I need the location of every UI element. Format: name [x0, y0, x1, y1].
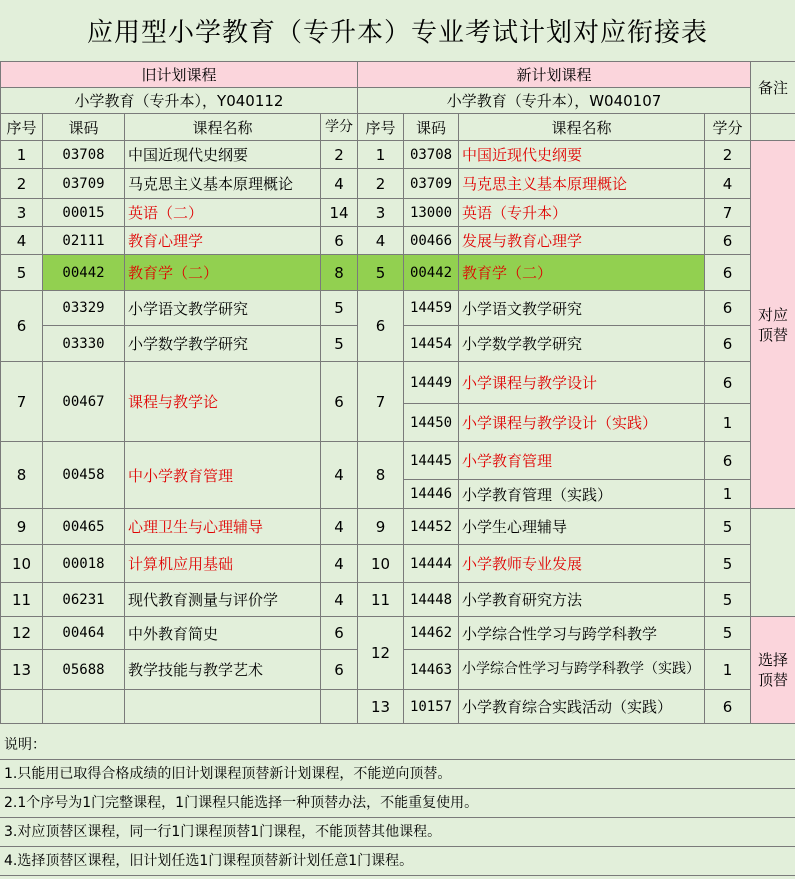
table-row — [1, 442, 795, 480]
table-row — [1, 227, 795, 255]
old-seq: 13 — [1, 650, 43, 690]
old-seq: 10 — [1, 545, 43, 583]
table-row — [1, 199, 795, 227]
new-credit: 6 — [705, 442, 751, 480]
old-seq: 3 — [1, 199, 43, 227]
note-item: 3.对应顶替区课程，同一行1门课程顶替1门课程，不能顶替其他课程。 — [0, 818, 795, 847]
new-name: 小学教育综合实践活动（实践） — [459, 690, 705, 724]
new-credit: 6 — [705, 291, 751, 326]
old-credit: 2 — [321, 141, 358, 169]
old-name: 课程与教学论 — [125, 362, 321, 442]
new-seq: 2 — [358, 169, 404, 199]
old-name: 教育学（二） — [125, 255, 321, 291]
new-seq: 7 — [358, 362, 404, 442]
old-code-empty — [43, 690, 125, 724]
new-seq: 10 — [358, 545, 404, 583]
old-name: 现代教育测量与评价学 — [125, 583, 321, 617]
new-name: 小学教育管理 — [459, 442, 705, 480]
note-item: 2.1个序号为1门完整课程，1门课程只能选择一种顶替办法，不能重复使用。 — [0, 789, 795, 818]
old-name: 中国近现代史纲要 — [125, 141, 321, 169]
old-code: 03330 — [43, 326, 125, 362]
old-major-label: 小学教育（专升本），Y040112 — [1, 88, 358, 114]
new-code: 13000 — [404, 199, 459, 227]
table-row — [1, 169, 795, 199]
old-name: 计算机应用基础 — [125, 545, 321, 583]
new-credit: 5 — [705, 545, 751, 583]
old-seq: 1 — [1, 141, 43, 169]
new-seq: 11 — [358, 583, 404, 617]
new-name: 中国近现代史纲要 — [459, 141, 705, 169]
table-row — [1, 617, 795, 650]
new-name: 发展与教育心理学 — [459, 227, 705, 255]
old-credit: 14 — [321, 199, 358, 227]
new-code: 14463 — [404, 650, 459, 690]
old-plan-header: 旧计划课程 — [1, 62, 358, 88]
old-code: 05688 — [43, 650, 125, 690]
old-name: 马克思主义基本原理概论 — [125, 169, 321, 199]
notes-heading: 说明： — [0, 731, 795, 760]
old-credit: 4 — [321, 169, 358, 199]
old-code: 00018 — [43, 545, 125, 583]
old-seq: 5 — [1, 255, 43, 291]
new-credit: 1 — [705, 404, 751, 442]
old-seq: 11 — [1, 583, 43, 617]
old-seq: 2 — [1, 169, 43, 199]
old-credit: 5 — [321, 291, 358, 326]
table-row — [1, 545, 795, 583]
new-credit: 6 — [705, 227, 751, 255]
old-credit: 5 — [321, 326, 358, 362]
new-code: 14449 — [404, 362, 459, 404]
new-code: 14446 — [404, 480, 459, 509]
old-name: 英语（二） — [125, 199, 321, 227]
new-seq: 5 — [358, 255, 404, 291]
old-seq: 7 — [1, 362, 43, 442]
col-header-seq: 序号 — [358, 114, 404, 141]
old-seq: 12 — [1, 617, 43, 650]
new-plan-header: 新计划课程 — [358, 62, 751, 88]
new-credit: 6 — [705, 690, 751, 724]
old-seq: 9 — [1, 509, 43, 545]
course-mapping-table — [0, 61, 795, 724]
old-name: 中外教育简史 — [125, 617, 321, 650]
remark-corresponding: 对应顶替 — [751, 141, 795, 509]
new-credit: 4 — [705, 169, 751, 199]
new-credit: 5 — [705, 583, 751, 617]
new-code: 14459 — [404, 291, 459, 326]
new-seq: 4 — [358, 227, 404, 255]
new-code: 03708 — [404, 141, 459, 169]
remark-header: 备注 — [751, 62, 795, 114]
old-code: 00464 — [43, 617, 125, 650]
page-title: 应用型小学教育（专升本）专业考试计划对应衔接表 — [0, 0, 795, 60]
old-code: 00442 — [43, 255, 125, 291]
table-row — [1, 141, 795, 169]
old-credit: 4 — [321, 509, 358, 545]
new-name: 小学教育研究方法 — [459, 583, 705, 617]
new-credit: 1 — [705, 650, 751, 690]
table-row — [1, 583, 795, 617]
new-name: 小学语文教学研究 — [459, 291, 705, 326]
new-name: 小学课程与教学设计 — [459, 362, 705, 404]
new-code: 14452 — [404, 509, 459, 545]
old-name: 教育心理学 — [125, 227, 321, 255]
old-credit: 4 — [321, 545, 358, 583]
new-seq: 9 — [358, 509, 404, 545]
old-credit: 6 — [321, 617, 358, 650]
new-seq: 8 — [358, 442, 404, 509]
table-row — [1, 690, 795, 724]
note-item: 1.只能用已取得合格成绩的旧计划课程顶替新计划课程，不能逆向顶替。 — [0, 760, 795, 789]
new-seq: 13 — [358, 690, 404, 724]
new-name: 小学课程与教学设计（实践） — [459, 404, 705, 442]
new-credit: 7 — [705, 199, 751, 227]
old-code: 00015 — [43, 199, 125, 227]
col-header-name: 课程名称 — [125, 114, 321, 141]
new-credit: 5 — [705, 617, 751, 650]
new-seq: 3 — [358, 199, 404, 227]
new-credit: 2 — [705, 141, 751, 169]
old-credit: 6 — [321, 650, 358, 690]
old-seq: 8 — [1, 442, 43, 509]
notes-section — [0, 731, 795, 876]
new-code: 10157 — [404, 690, 459, 724]
old-seq: 6 — [1, 291, 43, 362]
old-seq-empty — [1, 690, 43, 724]
new-name: 教育学（二） — [459, 255, 705, 291]
old-seq: 4 — [1, 227, 43, 255]
new-code: 00466 — [404, 227, 459, 255]
new-code: 14445 — [404, 442, 459, 480]
old-code: 03329 — [43, 291, 125, 326]
new-code: 14448 — [404, 583, 459, 617]
new-code: 14462 — [404, 617, 459, 650]
old-credit: 4 — [321, 583, 358, 617]
new-name: 小学教师专业发展 — [459, 545, 705, 583]
col-header-name: 课程名称 — [459, 114, 705, 141]
col-header-credit: 学分 — [321, 114, 358, 141]
note-item: 4.选择顶替区课程，旧计划任选1门课程顶替新计划任意1门课程。 — [0, 847, 795, 876]
col-header-credit: 学分 — [705, 114, 751, 141]
table-row — [1, 362, 795, 404]
new-major-label: 小学教育（专升本），W040107 — [358, 88, 751, 114]
table-row — [1, 509, 795, 545]
new-code: 03709 — [404, 169, 459, 199]
new-name: 小学综合性学习与跨学科教学（实践） — [459, 650, 705, 690]
remark-blank — [751, 114, 795, 141]
table-row — [1, 291, 795, 326]
old-code: 03708 — [43, 141, 125, 169]
col-header-code: 课码 — [43, 114, 125, 141]
old-credit: 8 — [321, 255, 358, 291]
table-row — [1, 255, 795, 291]
old-code: 00465 — [43, 509, 125, 545]
old-code: 02111 — [43, 227, 125, 255]
new-name: 马克思主义基本原理概论 — [459, 169, 705, 199]
old-name: 教学技能与教学艺术 — [125, 650, 321, 690]
old-code: 00467 — [43, 362, 125, 442]
new-code: 14450 — [404, 404, 459, 442]
old-credit: 4 — [321, 442, 358, 509]
remark-optional: 选择顶替 — [751, 617, 795, 724]
old-name: 心理卫生与心理辅导 — [125, 509, 321, 545]
new-name: 小学综合性学习与跨学科教学 — [459, 617, 705, 650]
new-code: 00442 — [404, 255, 459, 291]
col-header-code: 课码 — [404, 114, 459, 141]
new-credit: 6 — [705, 362, 751, 404]
old-code: 03709 — [43, 169, 125, 199]
new-name: 小学数学教学研究 — [459, 326, 705, 362]
old-name: 中小学教育管理 — [125, 442, 321, 509]
new-seq: 6 — [358, 291, 404, 362]
old-credit: 6 — [321, 362, 358, 442]
old-credit: 6 — [321, 227, 358, 255]
new-name: 小学生心理辅导 — [459, 509, 705, 545]
new-name: 小学教育管理（实践） — [459, 480, 705, 509]
col-header-seq: 序号 — [1, 114, 43, 141]
new-code: 14444 — [404, 545, 459, 583]
new-code: 14454 — [404, 326, 459, 362]
new-credit: 1 — [705, 480, 751, 509]
old-name-empty — [125, 690, 321, 724]
old-name: 小学数学教学研究 — [125, 326, 321, 362]
new-seq: 1 — [358, 141, 404, 169]
new-credit: 6 — [705, 255, 751, 291]
new-credit: 6 — [705, 326, 751, 362]
old-code: 00458 — [43, 442, 125, 509]
new-credit: 5 — [705, 509, 751, 545]
new-seq: 12 — [358, 617, 404, 690]
old-code: 06231 — [43, 583, 125, 617]
new-name: 英语（专升本） — [459, 199, 705, 227]
old-name: 小学语文教学研究 — [125, 291, 321, 326]
old-credit-empty — [321, 690, 358, 724]
